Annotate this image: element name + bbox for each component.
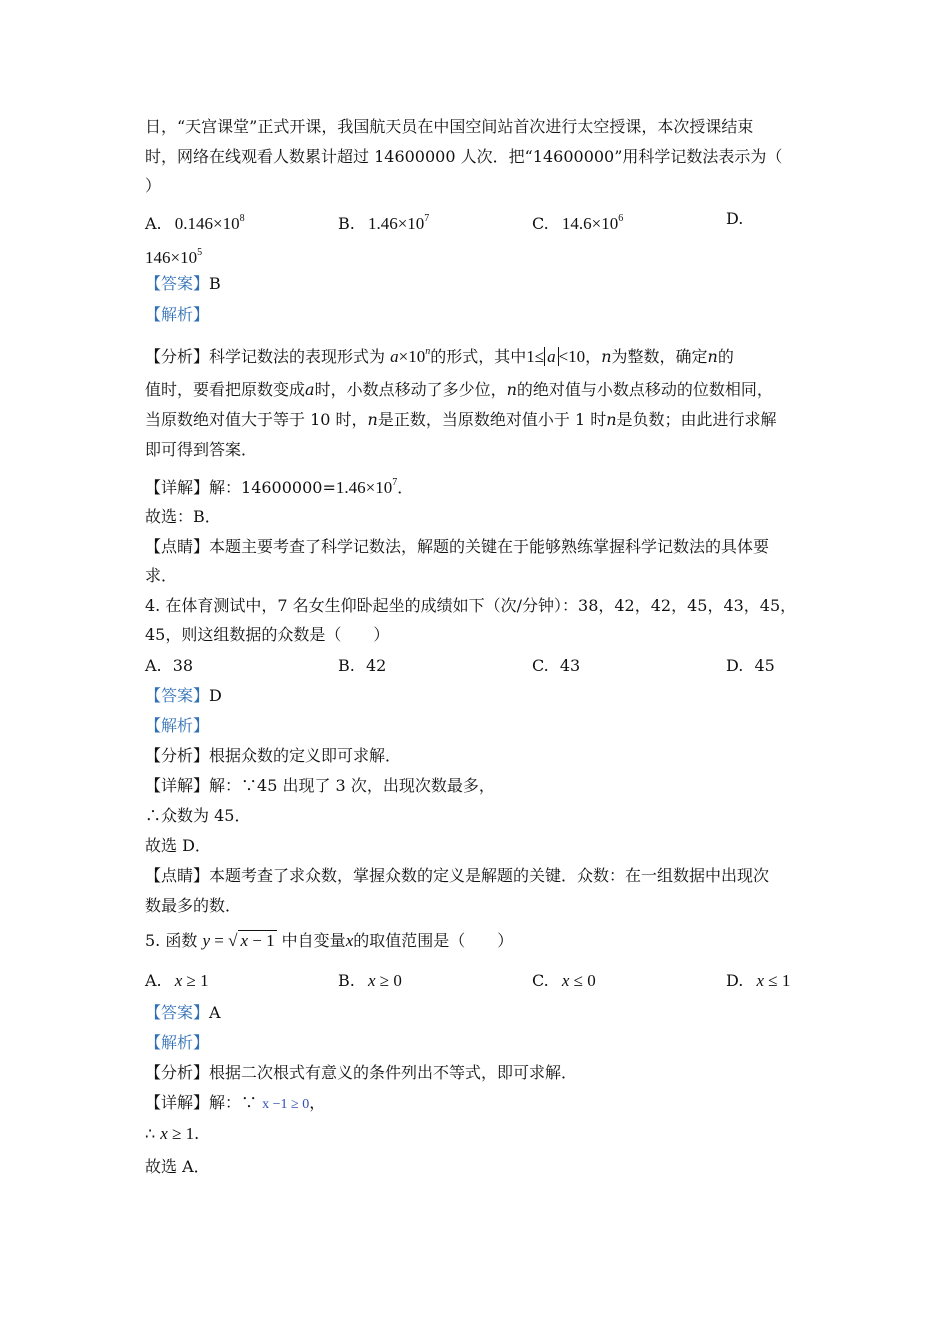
q5-answer: 【答案】A [145,1003,221,1022]
q4-guxuan: 故选 D． [145,836,211,855]
q4-option-a: A. 38 [145,656,194,675]
q3-stem-line2: 时，网络在线观看人数累计超过 14600000 人次．把“14600000”用科学记数法表示为（ [145,147,783,166]
q3-xiangjie: 【详解】解：$14600000=1.46\times 10^7$． [145,477,414,497]
q5-option-c: C. x ≤ 0 [532,971,596,990]
q3-fenxi-line1: 【分析】科学记数法的表现形式为 $a\times 10^n$的形式，其中1≤ a <10，n为整数，确定n的 [145,346,734,366]
q3-dianjing-line2: 求． [145,566,178,585]
q3-stem-line3: ） [145,176,162,195]
q3-fenxi-line4: 即可得到答案． [145,440,258,459]
q4-answer: 【答案】D [145,686,222,705]
q3-option-a: A. $0.146\times 10^8$ [145,213,245,233]
q3-fenxi-line2: 值时，要看把原数变成a时，小数点移动了多少位，n的绝对值与小数点移动的位数相同， [145,380,773,399]
q3-option-b: B. $1.46\times 10^7$ [338,213,430,233]
q3-fenxi-line3: 当原数绝对值大于等于 10 时，n是正数，当原数绝对值小于 1 时n是负数；由此进行求解 [145,410,777,429]
q4-analysis-tag: 【解析】 [145,716,210,735]
q4-fenxi: 【分析】根据众数的定义即可求解． [145,746,402,765]
q4-therefore: ∴众数为 45． [145,806,251,825]
q4-option-b: B. 42 [338,656,387,675]
q5-xiangjie: 【详解】解：∵ x −1 ≥ 0， [145,1093,326,1112]
q5-option-d: D. x ≤ 1 [726,971,791,990]
q3-option-c: C. $14.6\times 10^6$ [532,213,624,233]
q3-option-d-value: $146\times 10^5$ [145,247,203,267]
q5-stem: 5. 函数 y = √ x − 1 中自变量x的取值范围是（ ） [145,931,514,950]
q4-stem-line1: 4. 在体育测试中，7 名女生仰卧起坐的成绩如下（次/分钟）：38，42，42，45，43，45， [145,596,797,615]
q4-dianjing-line1: 【点睛】本题考查了求众数，掌握众数的定义是解题的关键．众数：在一组数据中出现次 [145,866,770,885]
q3-answer: 【答案】B [145,274,221,293]
q5-fenxi: 【分析】根据二次根式有意义的条件列出不等式，即可求解． [145,1063,578,1082]
q4-option-d: D. 45 [726,656,775,675]
q4-option-c: C. 43 [532,656,581,675]
q3-dianjing-line1: 【点睛】本题主要考查了科学记数法，解题的关键在于能够熟练掌握科学记数法的具体要 [145,537,770,556]
q5-option-a: A. x ≥ 1 [145,971,209,990]
q3-guxuan: 故选：B． [145,507,221,526]
q4-xiangjie: 【详解】解：∵45 出现了 3 次，出现次数最多， [145,776,495,795]
q3-analysis-tag: 【解析】 [145,305,210,324]
q5-option-b: B. x ≥ 0 [338,971,402,990]
q4-dianjing-line2: 数最多的数． [145,896,242,915]
q3-stem-line1: 日，“天宫课堂”正式开课，我国航天员在中国空间站首次进行太空授课，本次授课结束 [145,117,754,136]
q5-analysis-tag: 【解析】 [145,1033,210,1052]
q4-stem-line2: 45，则这组数据的众数是（ ） [145,625,390,644]
q3-option-d-label: D. [726,209,744,228]
q5-guxuan: 故选 A． [145,1157,210,1176]
q5-therefore: ∴ x ≥ 1. [145,1124,200,1143]
